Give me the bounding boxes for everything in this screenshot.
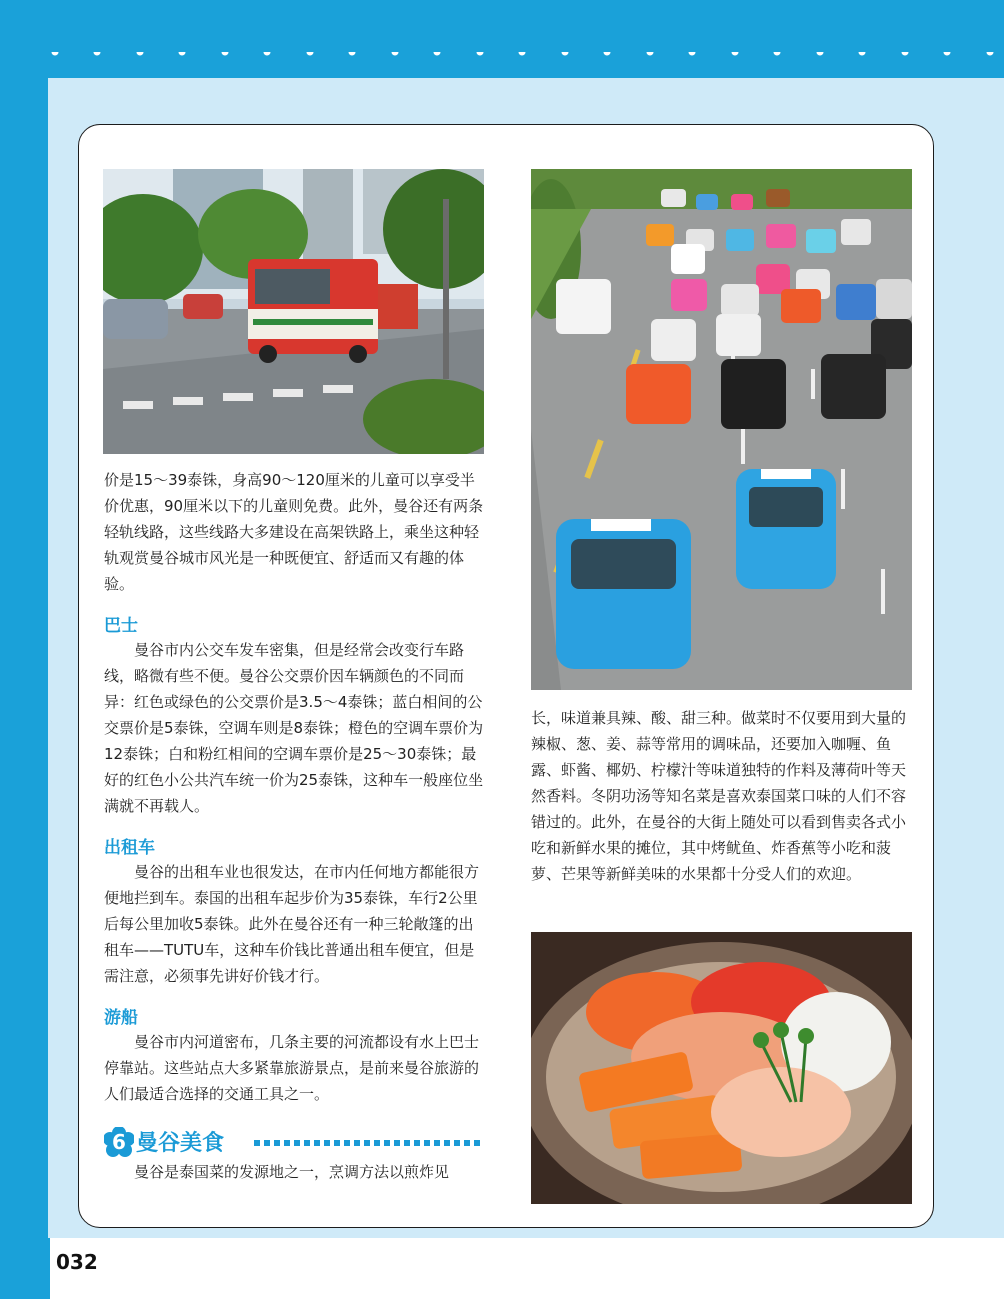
- bus-street-photo: [103, 169, 484, 454]
- bus-heading: 巴士: [104, 616, 138, 636]
- section-dotted-rule: [254, 1140, 484, 1146]
- page-number: 032: [56, 1250, 98, 1274]
- taxi-paragraph: [104, 859, 486, 989]
- bus-paragraph: [104, 637, 486, 819]
- boat-heading: 游船: [104, 1008, 138, 1028]
- sashimi-food-photo: [531, 932, 912, 1204]
- food-continued-text: 长，味道兼具辣、酸、甜三种。做菜时不仅要用到大量的辣椒、葱、姜、蒜等常用的调味品，还要加入咖喱、鱼露、虾酱、椰奶、柠檬汁等味道独特的作料及薄荷叶等天然香料。冬阴功汤等知名菜是喜欢泰国菜口味的人们不容错过的。此外，在曼谷的大街上随处可以看到售卖各式小吃和新鲜水果的摊位，其中烤鱿鱼、炸香蕉等小吃和菠萝、芒果等新鲜美味的水果都十分受人们的欢迎。: [531, 709, 907, 883]
- intro-paragraph: [104, 467, 486, 597]
- boat-paragraph: [104, 1029, 486, 1107]
- taxi-text: 曼谷的出租车业也很发达，在市内任何地方都能很方便地拦到车。泰国的出租车起步价为35泰铢，车行2公里后每公里加收5泰铢。此外在曼谷还有一种三轮敞篷的出租车——TUTU车，这种车价钱比普通出租车便宜，但是需注意，必须事先讲好价钱才行。: [104, 863, 480, 985]
- taxi-heading: 出租车: [104, 838, 155, 858]
- food-paragraph: [104, 1159, 486, 1185]
- section-number: 6: [112, 1130, 126, 1154]
- food-continued-paragraph: [531, 705, 913, 887]
- dot-row: [52, 52, 994, 56]
- food-section-header: [104, 1124, 494, 1160]
- taxi-traffic-photo: [531, 169, 912, 690]
- left-color-strip: [0, 0, 50, 1299]
- intro-text: 价是15～39泰铢，身高90～120厘米的儿童可以享受半价优惠，90厘米以下的儿童则免费。此外，曼谷还有两条轻轨线路，这些线路大多建设在高架铁路上，乘坐这种轻轨观赏曼谷城市风光是一种既便宜、舒适而又有趣的体验。: [104, 471, 484, 593]
- food-text: 曼谷是泰国菜的发源地之一，烹调方法以煎炸见: [134, 1163, 450, 1181]
- food-section-title: 曼谷美食: [136, 1131, 225, 1156]
- boat-text: 曼谷市内河道密布，几条主要的河流都设有水上巴士停靠站。这些站点大多紧靠旅游景点，是前来曼谷旅游的人们最适合选择的交通工具之一。: [104, 1033, 480, 1103]
- section-number-badge: [104, 1127, 134, 1157]
- bus-text: 曼谷市内公交车发车密集，但是经常会改变行车路线，略微有些不便。曼谷公交票价因车辆颜色的不同而异：红色或绿色的公交票价是3.5～4泰铢；蓝白相间的公交票价是5泰铢，空调车则是8泰铢；橙色的空调车票价为12泰铢；白和粉红相间的空调车票价是25～30泰铢；最好的红色小公共汽车统一价为25泰铢，这种车一般座位坐满就不再载人。: [104, 641, 484, 815]
